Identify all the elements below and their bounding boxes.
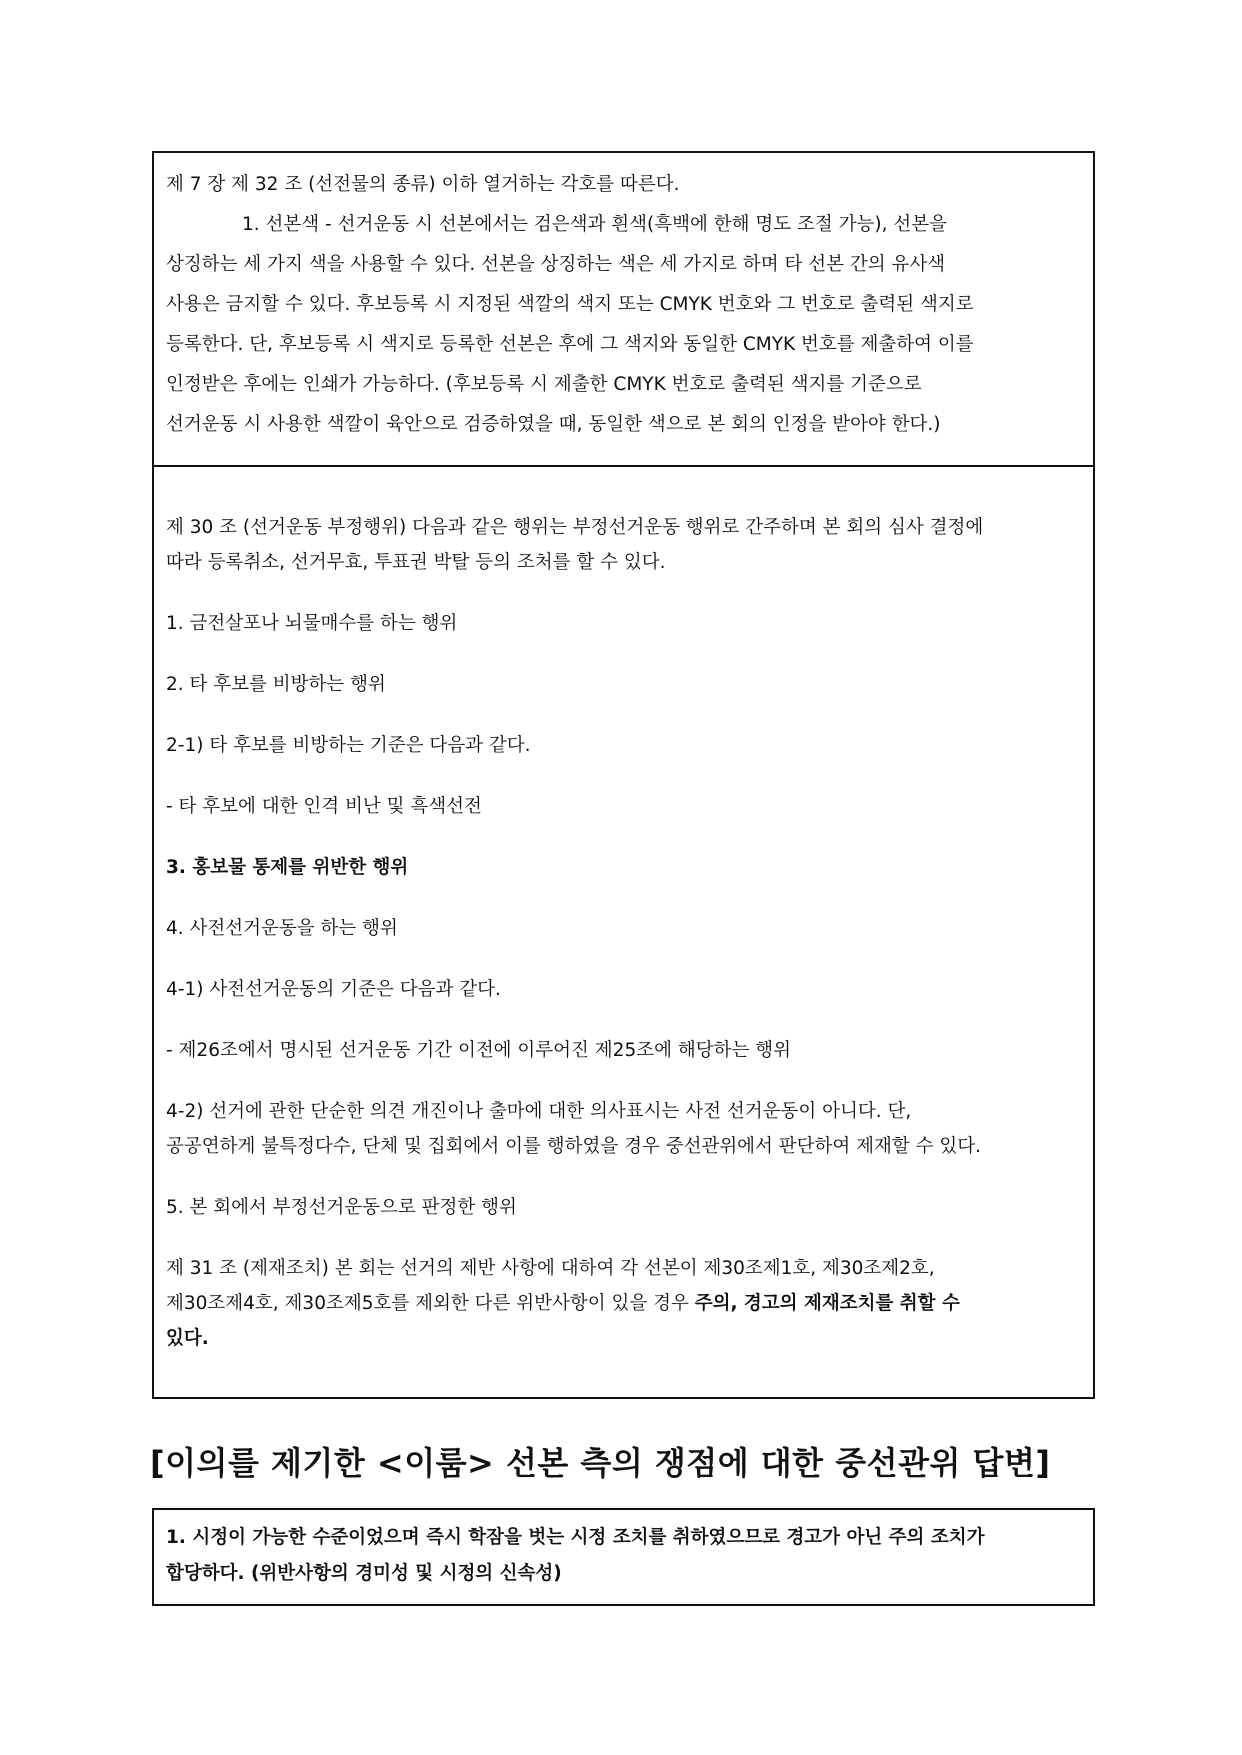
article-30-item-3: 3. 홍보물 통제를 위반한 행위 (166, 857, 409, 878)
article-30-intro: 제 30 조 (선거운동 부정행위) 다음과 같은 행위는 부정선거운동 행위로 간주하며 본 회의 심사 결정에 (166, 517, 984, 538)
article-32-line: 1. 선본색 - 선거운동 시 선본에서는 검은색과 흰색(흑백에 한해 명도 조절 가능), 선본을 (242, 214, 947, 235)
article-31-line (166, 1286, 1093, 1321)
article-30-item-4: 4. 사전선거운동을 하는 행위 (166, 918, 398, 939)
article-31-bold-text: 주의, 경고의 제재조치를 취할 수 (694, 1293, 960, 1314)
article-30-item-2: 2. 타 후보를 비방하는 행위 (166, 674, 386, 695)
article-32-title: 제 7 장 제 32 조 (선전물의 종류) 이하 열거하는 각호를 따른다. (166, 174, 680, 195)
answer-line: 1. 시정이 가능한 수준이었으며 즉시 학잠을 벗는 시정 조치를 취하였으므로 경고가 아닌 주의 조치가 (166, 1527, 985, 1548)
article-30-item-2-1-dash: - 타 후보에 대한 인격 비난 및 흑색선전 (166, 796, 482, 817)
answer-line: 합당하다. (위반사항의 경미성 및 시정의 신속성) (166, 1563, 562, 1584)
answer-box (152, 1508, 1095, 1606)
article-30-item-4-1-dash: - 제26조에서 명시된 선거운동 기간 이전에 이루어진 제25조에 해당하는 행위 (166, 1040, 791, 1061)
article-32-line: 선거운동 시 사용한 색깔이 육안으로 검증하였을 때, 동일한 색으로 본 회의 인정을 받아야 한다.) (166, 414, 941, 435)
article-31-normal-text: 제30조제4호, 제30조제5호를 제외한 다른 위반사항이 있을 경우 (166, 1293, 695, 1314)
article-30-intro: 따라 등록취소, 선거무효, 투표권 박탈 등의 조처를 할 수 있다. (166, 552, 666, 573)
section-heading: [이의를 제기한 <이룸> 선본 측의 쟁점에 대한 중선관위 답변] (150, 1444, 1051, 1482)
article-30-item-5: 5. 본 회에서 부정선거운동으로 판정한 행위 (166, 1197, 517, 1218)
article-30-item-1: 1. 금전살포나 뇌물매수를 하는 행위 (166, 613, 458, 634)
article-32-box (152, 151, 1095, 467)
article-30-item-4-2: 공공연하게 불특정다수, 단체 및 집회에서 이를 행하였을 경우 중선관위에서 판단하여 제재할 수 있다. (166, 1136, 982, 1157)
article-31-line: 있다. (166, 1328, 209, 1349)
article-32-line: 사용은 금지할 수 있다. 후보등록 시 지정된 색깔의 색지 또는 CMYK 번호와 그 번호로 출력된 색지로 (166, 294, 974, 315)
article-30-item-4-2: 4-2) 선거에 관한 단순한 의견 개진이나 출마에 대한 의사표시는 사전 선거운동이 아니다. 단, (166, 1101, 912, 1122)
article-32-line: 상징하는 세 가지 색을 사용할 수 있다. 선본을 상징하는 색은 세 가지로 하며 타 선본 간의 유사색 (166, 254, 946, 275)
article-32-line: 등록한다. 단, 후보등록 시 색지로 등록한 선본은 후에 그 색지와 동일한 CMYK 번호를 제출하여 이를 (166, 334, 974, 355)
article-30-item-2-1: 2-1) 타 후보를 비방하는 기준은 다음과 같다. (166, 735, 531, 756)
article-30-31-box (152, 465, 1095, 1399)
article-32-line: 인정받은 후에는 인쇄가 가능하다. (후보등록 시 제출한 CMYK 번호로 출력된 색지를 기준으로 (166, 374, 922, 395)
article-30-item-4-1: 4-1) 사전선거운동의 기준은 다음과 같다. (166, 979, 501, 1000)
article-31-line: 제 31 조 (제재조치) 본 회는 선거의 제반 사항에 대하여 각 선본이 제30조제1호, 제30조제2호, (166, 1258, 935, 1279)
